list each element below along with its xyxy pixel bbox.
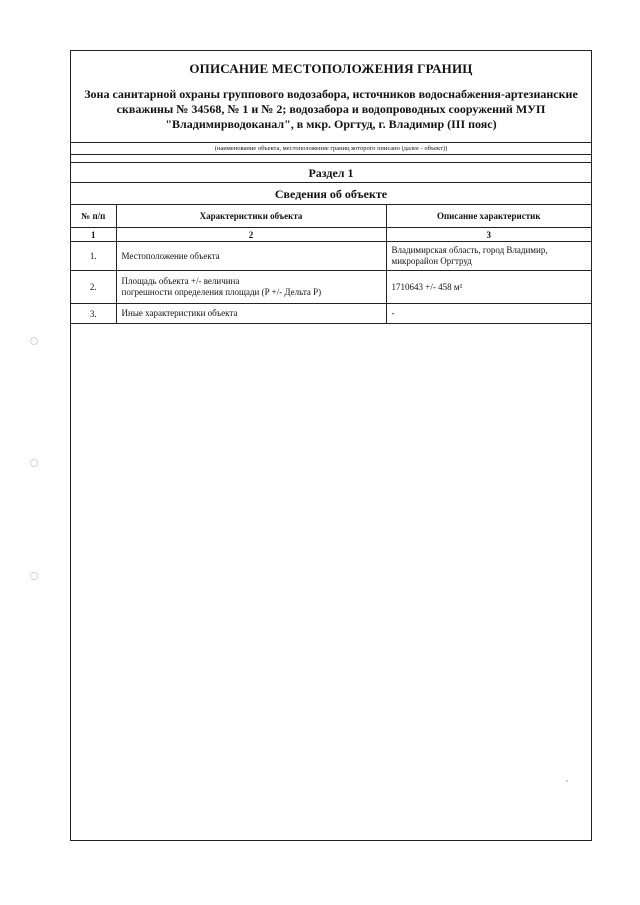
row-characteristic: Иные характеристики объекта — [116, 304, 386, 324]
binding-hole-mark — [30, 572, 38, 580]
index-cell: 1 — [71, 228, 116, 242]
section-heading: Раздел 1 — [71, 163, 591, 183]
table-row — [71, 271, 591, 304]
row-characteristic: Местоположение объекта — [116, 242, 386, 271]
scan-speck — [566, 780, 568, 782]
index-cell: 2 — [116, 228, 386, 242]
binding-hole-mark — [30, 337, 38, 345]
object-name: Зона санитарной охраны группового водозабора, источников водоснабжения-артезианские скважины № 34568, № 1 и № 2; водозабора и водопроводных сооружений МУП "Владимирводоканал", в мкр. Оргтуд, г. Владимир (III пояс) — [84, 87, 578, 131]
index-cell: 3 — [386, 228, 591, 242]
row-description: 1710643 +/- 458 м² — [386, 271, 591, 304]
table-header-row — [71, 205, 591, 228]
object-caption: (наименование объекта, местоположение границ которого описано (далее - объект)) — [71, 143, 591, 155]
table-index-row — [71, 228, 591, 242]
header-description: Описание характеристик — [386, 205, 591, 228]
binding-hole-mark — [30, 459, 38, 467]
row-characteristic: Площадь объекта +/- величина погрешности определения площади (P +/- Дельта P) — [116, 271, 386, 304]
table-row — [71, 242, 591, 271]
document-frame — [70, 50, 592, 841]
row-description: - — [386, 304, 591, 324]
row-number: 3. — [71, 304, 116, 324]
header-number: № п/п — [71, 205, 116, 228]
header-characteristic: Характеристики объекта — [116, 205, 386, 228]
document-title: ОПИСАНИЕ МЕСТОПОЛОЖЕНИЯ ГРАНИЦ — [189, 61, 473, 76]
title-block — [71, 51, 591, 143]
spacer-row — [71, 155, 591, 163]
table-row — [71, 304, 591, 324]
row-number: 2. — [71, 271, 116, 304]
object-info-table — [71, 205, 591, 324]
row-description: Владимирская область, город Владимир, микрорайон Оргтруд — [386, 242, 591, 271]
row-number: 1. — [71, 242, 116, 271]
subsection-heading: Сведения об объекте — [71, 183, 591, 205]
